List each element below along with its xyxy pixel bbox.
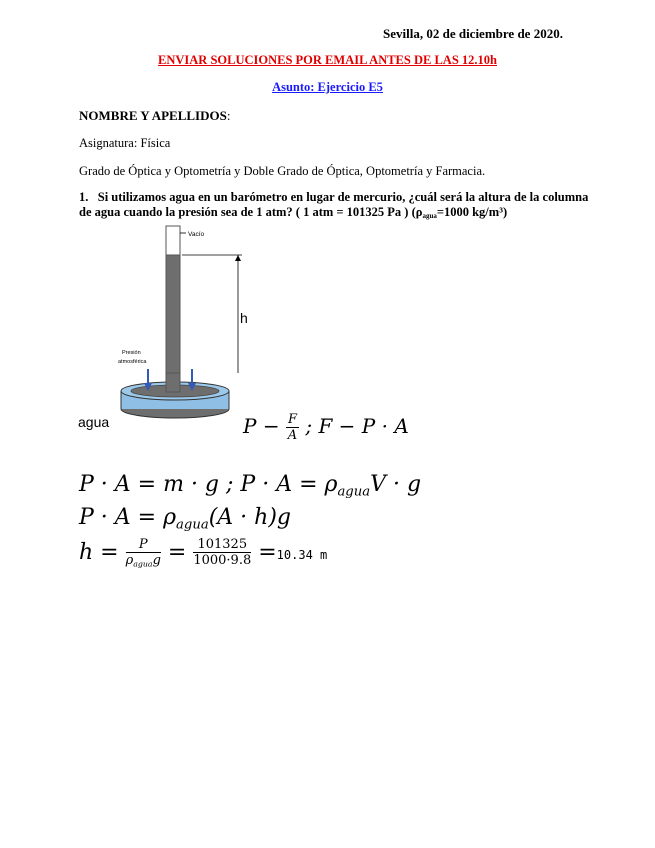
question-text-end: =1000 kg/m³) xyxy=(436,205,508,219)
height-label: h xyxy=(240,310,248,326)
eq0-rest: ; F − P · A xyxy=(305,414,409,438)
eq3-fraction-1 xyxy=(126,537,161,569)
name-label-text: NOMBRE Y APELLIDOS xyxy=(79,108,227,123)
question-text: Si utilizamos agua en un barómetro en lugar de mercurio, ¿cuál será la altura de la columna de agua cuando la presión sea de 1 atm? ( 1 atm = 101325 Pa ) (ρ xyxy=(79,190,589,219)
eq1-end: V · g xyxy=(370,472,422,497)
deadline-notice: ENVIAR SOLUCIONES POR EMAIL ANTES DE LAS 12.10h xyxy=(158,53,497,67)
question-subscript: agua xyxy=(422,212,437,220)
degree-line: Grado de Óptica y Optometría y Doble Grado de Óptica, Optometría y Farmacia. xyxy=(79,164,486,178)
name-label-colon: : xyxy=(226,108,231,123)
vacuum-label: Vacío xyxy=(188,231,205,238)
pressure-label-line2: atmosférica xyxy=(118,359,147,365)
equation-force xyxy=(79,472,421,500)
eq3-frac2-num: 101325 xyxy=(193,537,251,553)
eq2-main: P · A = ρ xyxy=(79,505,177,530)
eq1-sub: agua xyxy=(337,484,371,500)
document-date: Sevilla, 02 de diciembre de 2020. xyxy=(383,26,563,41)
eq3-frac1-den-end: g xyxy=(152,553,161,568)
eq3-frac1-num: P xyxy=(126,537,161,553)
equation-height-result xyxy=(79,537,327,569)
eq3-frac1-den xyxy=(126,553,161,569)
eq3-lhs: h = xyxy=(79,539,119,565)
eq2-end: (A · h)g xyxy=(208,505,291,530)
barometer-diagram xyxy=(110,223,260,438)
eq0-lhs: P xyxy=(243,414,257,438)
equation-pressure-definition: P − $\frac{F}{A}$ ; F − P · A xyxy=(243,412,409,443)
eq3-frac2-den: 1000·9.8 xyxy=(193,553,252,569)
water-label: agua xyxy=(78,414,110,430)
eq0-frac-num: F xyxy=(287,412,297,427)
pressure-label-line1: Presión xyxy=(122,350,141,356)
eq3-frac1-den-rho: ρ xyxy=(125,553,134,568)
eq0-fraction xyxy=(286,412,299,443)
eq3-fraction-2 xyxy=(193,537,251,568)
result-value: 10.34 m xyxy=(276,547,328,562)
eq1-main: P · A = m · g ; P · A = ρ xyxy=(79,472,338,497)
question-number: 1. xyxy=(79,190,89,204)
equation-volume xyxy=(79,505,291,533)
email-subject: Asunto: Ejercicio E5 xyxy=(272,80,383,94)
name-field-label xyxy=(79,108,230,124)
eq2-sub: agua xyxy=(176,517,209,533)
eq3-equals-2: = xyxy=(258,539,277,565)
course-line: Asignatura: Física xyxy=(79,136,171,150)
eq3-equals: = xyxy=(167,539,187,565)
question-1 xyxy=(79,190,589,224)
eq3-frac1-den-sub: agua xyxy=(133,559,153,569)
eq0-frac-den: A xyxy=(287,428,298,443)
